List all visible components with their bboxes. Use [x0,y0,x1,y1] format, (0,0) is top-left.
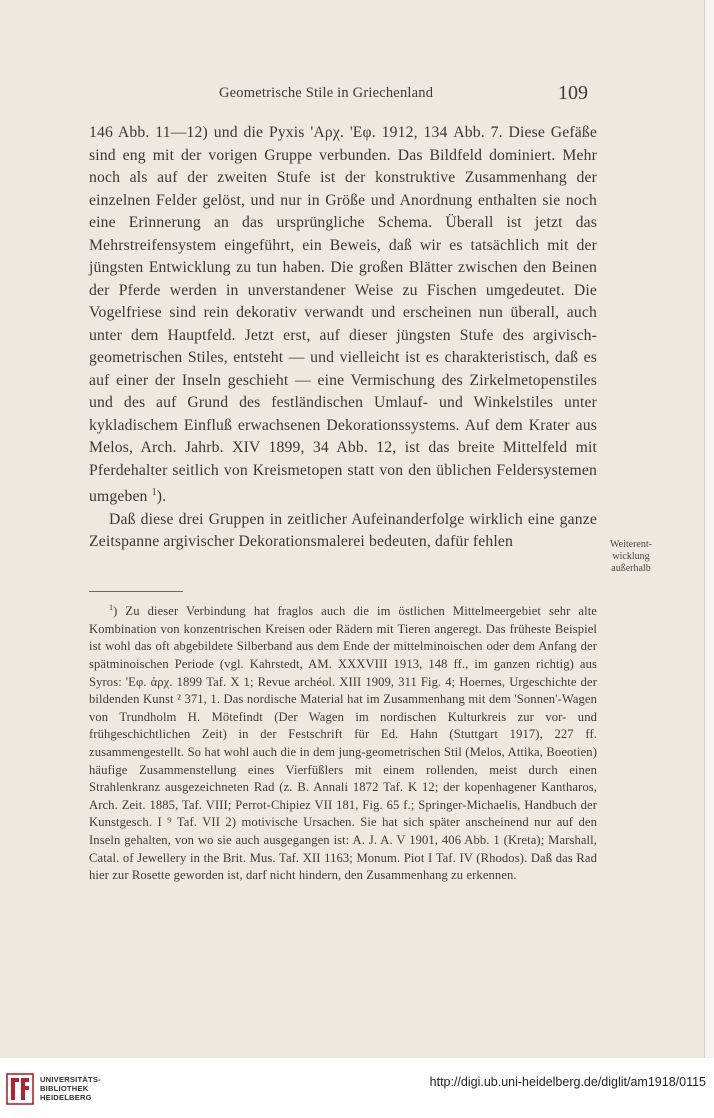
marginal-note [599,539,663,575]
footnote [89,599,597,885]
body-paragraph [89,122,597,509]
running-title: Geometrische Stile in Griechenland [219,85,434,101]
library-name-line: BIBLIOTHEK [40,1084,89,1093]
footnote-reference: 1 [151,487,157,498]
body-paragraph: Daß diese drei Gruppen in zeitlicher Aufeinanderfolge wirklich eine ganze Zeitspanne argivischer Dekorationsmalerei bedeuten, dafür fehlen [89,510,597,551]
marginal-note-line: wicklung [612,551,650,562]
footnote-marker: 1 [109,603,114,612]
footnote-paragraph [89,599,597,885]
library-name-line: UNIVERSITÄTS- [40,1075,101,1084]
body-paragraph-end: ). [156,488,167,506]
permalink-url[interactable]: http://digi.ub.uni-heidelberg.de/diglit/am1918/0115 [429,1075,706,1089]
body-paragraph-text: 146 Abb. 11—12) und die Pyxis 'Αρχ. 'Εφ. 1912, 134 Abb. 7. Diese Gefäße sind eng mit der vorigen Gruppe verbunden. Das Bildfeld dominiert. Mehr noch als auf der zweiten Stufe ist der konstruktive Zusammenhang der einzelnen Felder gelöst, und nur in Größe und Anordnung enthalten sie noch eine Erinnerung an das ursprüngliche Schema. Überall ist jetzt das Mehrstreifensystem eingeführt, ein Beweis, daß wir es tatsächlich mit der jüngsten Entwicklung zu tun haben. Die großen Blätter zwischen den Beinen der Pferde werden in unverstandener Weise zu Fischen umgedeutet. Die Vogelfriese sind rein dekorativ verwandt und erscheinen nun überall, auch unter dem Hauptfeld. Jetzt erst, auf dieser jüngsten Stufe des argivisch-geometrischen Stiles, entsteht — und vielleicht ist es charakteristisch, daß es auf einer der Inseln geschieht — eine Vermischung des Zirkelmetopenstiles und des auf Grund des festländischen Umlauf- und Winkelstiles unter kykladischem Einfluß erwachsenen Dekorationssystems. Auf dem Krater aus Melos, Arch. Jahrb. XIV 1899, 34 Abb. 12, ist das breite Mittelfeld mit Pferdehalter seitlich von Kreismetopen statt von den üblichen Feldersystemen umgeben [89,124,597,506]
main-text [89,122,597,554]
running-head [0,82,704,109]
library-name-line: HEIDELBERG [40,1093,92,1102]
page-edge [704,0,714,1058]
marginal-note-line: außerhalb [611,563,651,574]
page-number: 109 [558,82,588,104]
university-library-logo-icon [6,1072,34,1106]
marginal-note-line: Weiterent- [610,539,652,550]
footnote-text: ) Zu dieser Verbindung hat fraglos auch die im östlichen Mittelmeergebiet sehr alte Kombination von konzentrischen Kreisen oder Rädern mit Tieren angeregt. Das früheste Beispiel ist wohl das oft abgebildete Silberband aus dem Ende der mittelminoischen oder dem Anfang der spätminoischen Periode (vgl. Kahrstedt, AM. XXXVIII 1913, 148 ff., im ganzen richtig) aus Syros: 'Εφ. ἀρχ. 1899 Taf. X 1; Revue archéol. XIII 1909, 311 Fig. 4; Hoernes, Urgeschichte der bildenden Kunst ² 371, 1. Das nordische Material hat im Zusammenhang mit dem 'Sonnen'-Wagen von Trundholm H. Mötefindt (Der Wagen im nordischen Kulturkreis zur vor- und frühgeschichtlichen Zeit) in der Festschrift für Ed. Hahn (Stuttgart 1917), 227 ff. zusammengestellt. So hat wohl auch die in dem jung-geometrischen Stil (Melos, Attika, Boeotien) häufige Zusammenstellung eines Vierfüßlers mit einem rollenden, meist durch einen Strahlenkranz ausgezeichneten Rad (z. B. Annali 1872 Taf. K 12; der kopenhagener Kantharos, Arch. Zeit. 1885, Taf. VIII; Perrot-Chipiez VII 181, Fig. 65 f.; Springer-Michaelis, Handbuch der Kunstgesch. I ⁹ Taf. VII 2) motivische Ursachen. Sie hat sich später anscheinend nur auf den Inseln gehalten, von wo sie auch ausgegangen ist: A. J. A. V 1901, 406 Abb. 1 (Kreta); Marshall, Catal. of Jewellery in the Brit. Mus. Taf. XII 1163; Monum. Piot I Taf. IV (Rhodos). Daß das Rad hier zur Rosette geworden ist, darf nicht hindern, den Zusammenhang zu erkennen. [89,604,597,883]
footnote-divider [89,591,183,592]
viewer-footer [0,1058,714,1118]
library-name [40,1075,101,1102]
